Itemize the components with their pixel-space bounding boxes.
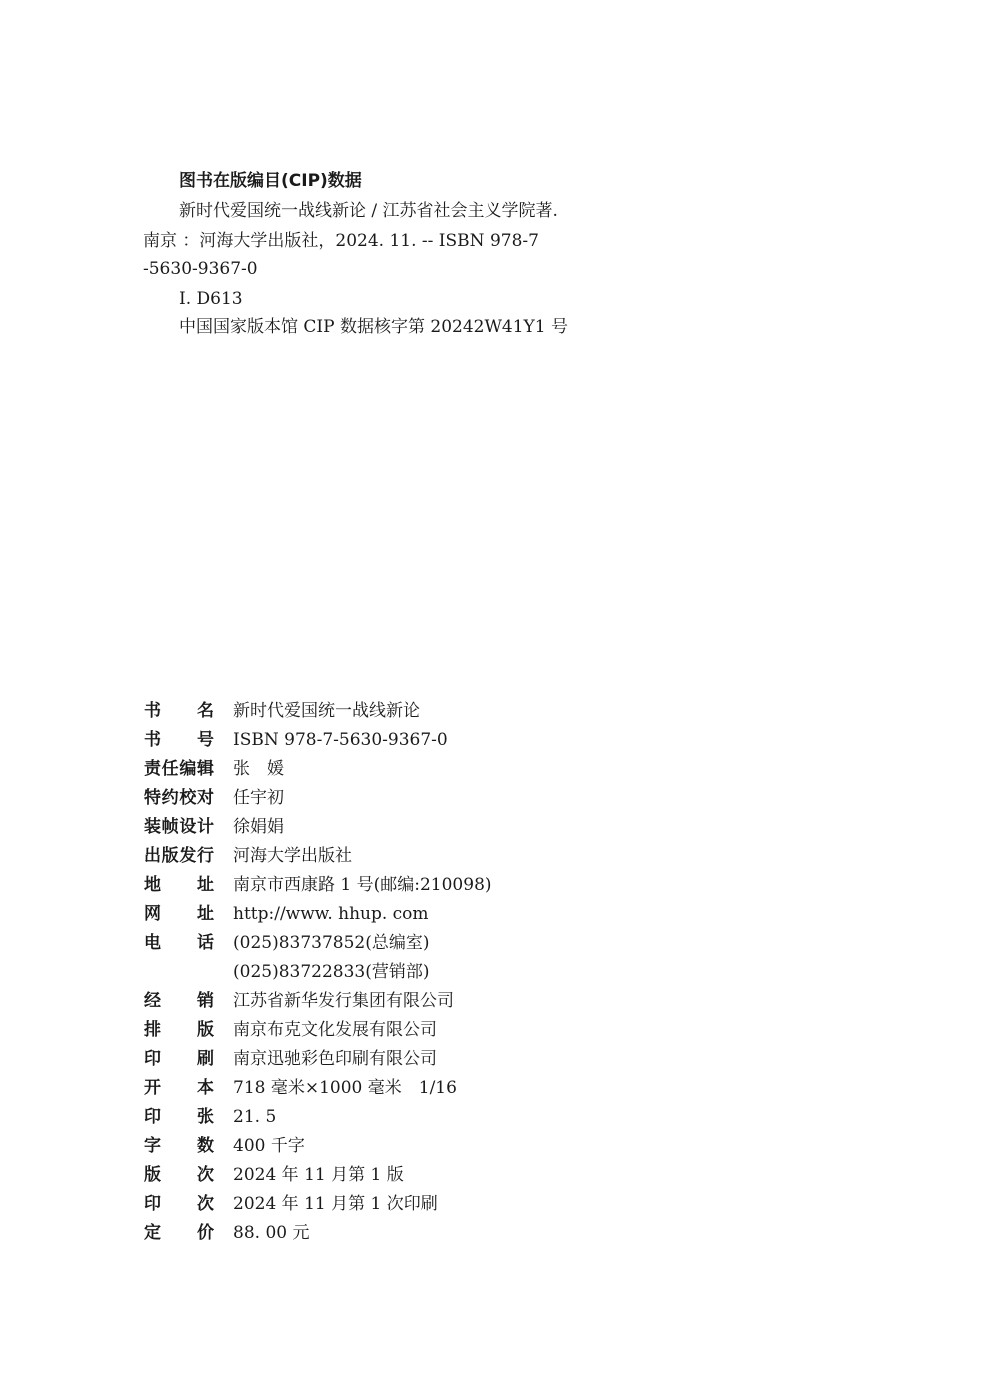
cip-title: 图书在版编目(CIP)数据: [179, 171, 362, 191]
info-value: 新时代爱国统一战线新论: [233, 701, 420, 721]
info-value: 2024 年 11 月第 1 次印刷: [233, 1194, 438, 1214]
info-label: 书名: [144, 701, 214, 721]
cip-line-4: Ⅰ. D613: [179, 289, 243, 309]
info-row-word-count: [144, 1133, 744, 1159]
info-value: (025)83737852(总编室): [233, 933, 430, 953]
info-label: 开本: [144, 1078, 214, 1098]
info-row-proofreader: [144, 785, 744, 811]
cip-line-3: -5630-9367-0: [143, 259, 258, 279]
info-row-isbn: [144, 727, 744, 753]
info-label: 排版: [144, 1020, 214, 1040]
info-label: 装帧设计: [144, 817, 214, 837]
info-value: 江苏省新华发行集团有限公司: [233, 991, 454, 1011]
info-row-distributor: [144, 988, 744, 1014]
info-label: 印刷: [144, 1049, 214, 1069]
info-row-impression: [144, 1191, 744, 1217]
info-label: 印张: [144, 1107, 214, 1127]
info-value: 2024 年 11 月第 1 版: [233, 1165, 404, 1185]
info-value: 南京市西康路 1 号(邮编:210098): [233, 875, 492, 895]
info-row-sheets: [144, 1104, 744, 1130]
info-label: 特约校对: [144, 788, 214, 808]
info-row-printing: [144, 1046, 744, 1072]
info-row-format: [144, 1075, 744, 1101]
info-label: 责任编辑: [144, 759, 214, 779]
info-label: 网址: [144, 904, 214, 924]
info-row-website: [144, 901, 744, 927]
info-value: 徐娟娟: [233, 817, 284, 837]
info-row-title: [144, 698, 744, 724]
cip-line-2: 南京 ：河海大学出版社，2024. 11. -- ISBN 978-7: [143, 231, 539, 251]
info-row-phone-2: [144, 959, 744, 985]
info-label: 版次: [144, 1165, 214, 1185]
info-row-publisher: [144, 843, 744, 869]
info-value: 河海大学出版社: [233, 846, 352, 866]
info-row-editor: [144, 756, 744, 782]
info-label: 字数: [144, 1136, 214, 1156]
info-value: (025)83722833(营销部): [233, 962, 430, 982]
info-row-edition: [144, 1162, 744, 1188]
info-label: 经销: [144, 991, 214, 1011]
info-value: http://www. hhup. com: [233, 904, 429, 924]
cip-line-5: 中国国家版本馆 CIP 数据核字第 20242W41Y1 号: [179, 317, 568, 337]
info-label: 书号: [144, 730, 214, 750]
info-row-address: [144, 872, 744, 898]
info-value: 张 媛: [233, 759, 284, 779]
info-value: ISBN 978-7-5630-9367-0: [233, 730, 448, 750]
info-row-price: [144, 1220, 744, 1246]
info-value: 21. 5: [233, 1107, 277, 1127]
info-label: 出版发行: [144, 846, 214, 866]
info-row-typesetting: [144, 1017, 744, 1043]
info-row-phone: [144, 930, 744, 956]
info-value: 任宇初: [233, 788, 284, 808]
info-value: 88. 00 元: [233, 1223, 310, 1243]
info-label: 印次: [144, 1194, 214, 1214]
cip-line-1: 新时代爱国统一战线新论 / 江苏省社会主义学院著.: [179, 201, 558, 221]
info-value: 南京布克文化发展有限公司: [233, 1020, 437, 1040]
info-value: 400 千字: [233, 1136, 305, 1156]
info-label: 电话: [144, 933, 214, 953]
info-row-designer: [144, 814, 744, 840]
info-value: 718 毫米×1000 毫米 1/16: [233, 1078, 457, 1098]
info-label: 地址: [144, 875, 214, 895]
info-label: 定价: [144, 1223, 214, 1243]
info-value: 南京迅驰彩色印刷有限公司: [233, 1049, 437, 1069]
